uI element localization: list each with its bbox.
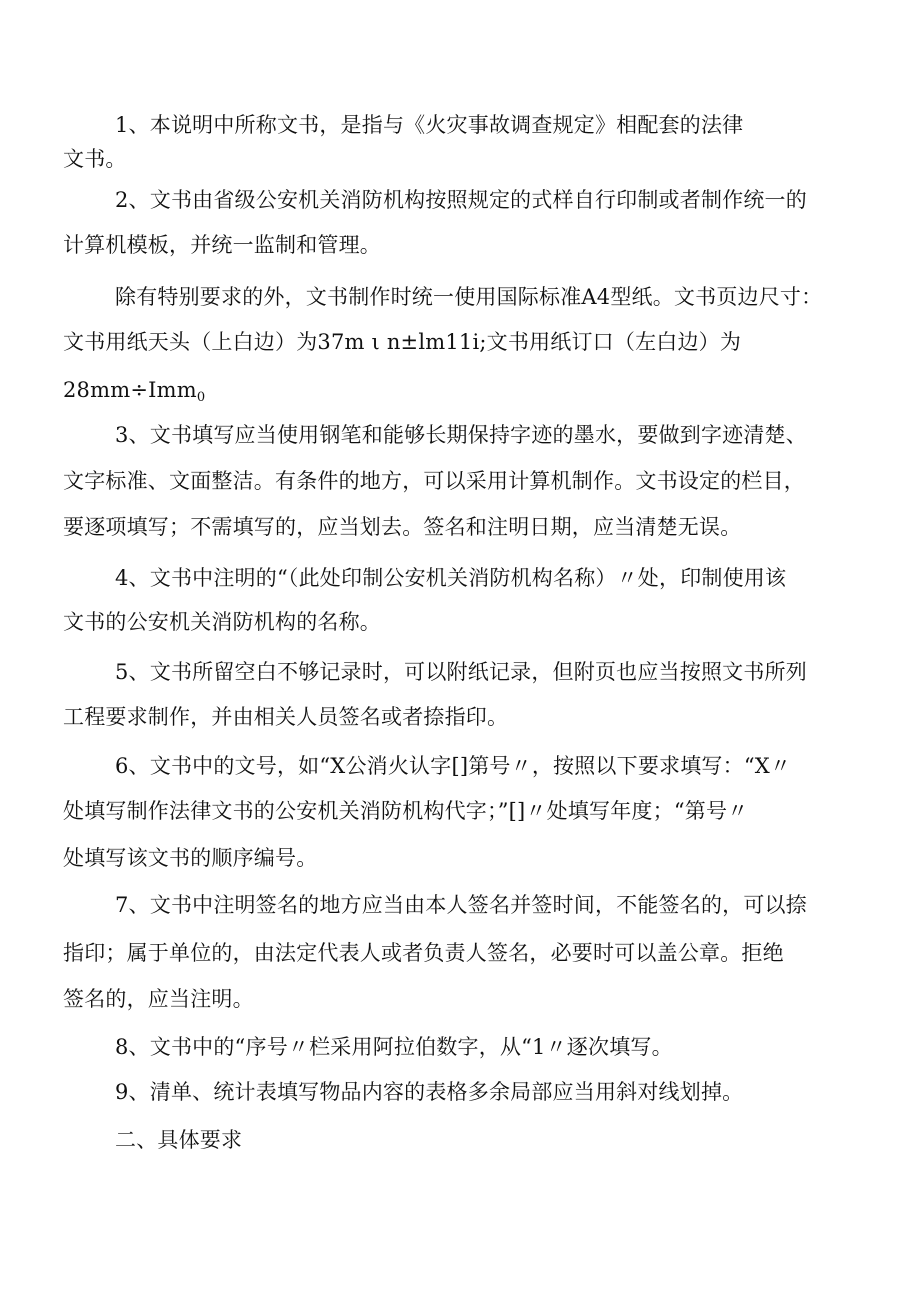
paragraph-3-line-2: 文书用纸天头（上白边）为37m ι n±lm11i;文书用纸订口（左白边）为: [63, 330, 742, 354]
paragraph-5-line-2: 文书的公安机关消防机构的名称。: [63, 610, 381, 634]
paragraph-2-line-1: 2、文书由省级公安机关消防机构按照规定的式样自行印制或者制作统一的: [115, 188, 807, 212]
paragraph-7-line-1: 6、文书中的文号，如“X公消火认字[]第号〃，按照以下要求填写：“X〃: [115, 754, 792, 778]
paragraph-1-line-1: 1、本说明中所称文书，是指与《火灾事故调查规定》相配套的法律: [115, 113, 744, 137]
section-heading: 二、具体要求: [115, 1128, 243, 1152]
paragraph-8-line-2: 指印；属于单位的，由法定代表人或者负责人签名，必要时可以盖公章。拒绝: [63, 941, 784, 965]
paragraph-10-line-1: 9、清单、统计表填写物品内容的表格多余局部应当用斜对线划掉。: [115, 1080, 744, 1104]
paragraph-9-line-1: 8、文书中的“序号〃栏采用阿拉伯数字，从“1〃逐次填写。: [115, 1035, 673, 1059]
paragraph-6-line-2: 工程要求制作，并由相关人员签名或者捺指印。: [63, 705, 509, 729]
paragraph-5-line-1: 4、文书中注明的“（此处印制公安机关消防机构名称）〃处，印制使用该: [115, 566, 787, 590]
paragraph-6-line-1: 5、文书所留空白不够记录时，可以附纸记录，但附页也应当按照文书所列: [115, 660, 807, 684]
margin-size-text: 28mm÷Imm: [63, 378, 197, 402]
margin-size-subscript: 0: [196, 390, 206, 405]
paragraph-7-line-3: 处填写该文书的顺序编号。: [63, 846, 318, 870]
paragraph-3-line-3: [63, 375, 205, 413]
paragraph-8-line-1: 7、文书中注明签名的地方应当由本人签名并签时间，不能签名的，可以捺: [115, 893, 807, 917]
paragraph-4-line-3: 要逐项填写；不需填写的，应当划去。签名和注明日期，应当清楚无误。: [63, 515, 742, 539]
paragraph-3-line-1: 除有特别要求的外，文书制作时统一使用国际标准A4型纸。文书页边尺寸：: [115, 285, 823, 309]
paragraph-7-line-2: 处填写制作法律文书的公安机关消防机构代字；”[]〃处填写年度；“第号〃: [63, 799, 749, 823]
paragraph-1-line-2: 文书。: [63, 147, 127, 171]
paragraph-4-line-2: 文字标准、文面整洁。有条件的地方，可以采用计算机制作。文书设定的栏目，: [63, 469, 805, 493]
paragraph-2-line-2: 计算机模板，并统一监制和管理。: [63, 233, 381, 257]
paragraph-4-line-1: 3、文书填写应当使用钢笔和能够长期保持字迹的墨水，要做到字迹清楚、: [115, 423, 807, 447]
paragraph-8-line-3: 签名的，应当注明。: [63, 987, 254, 1011]
